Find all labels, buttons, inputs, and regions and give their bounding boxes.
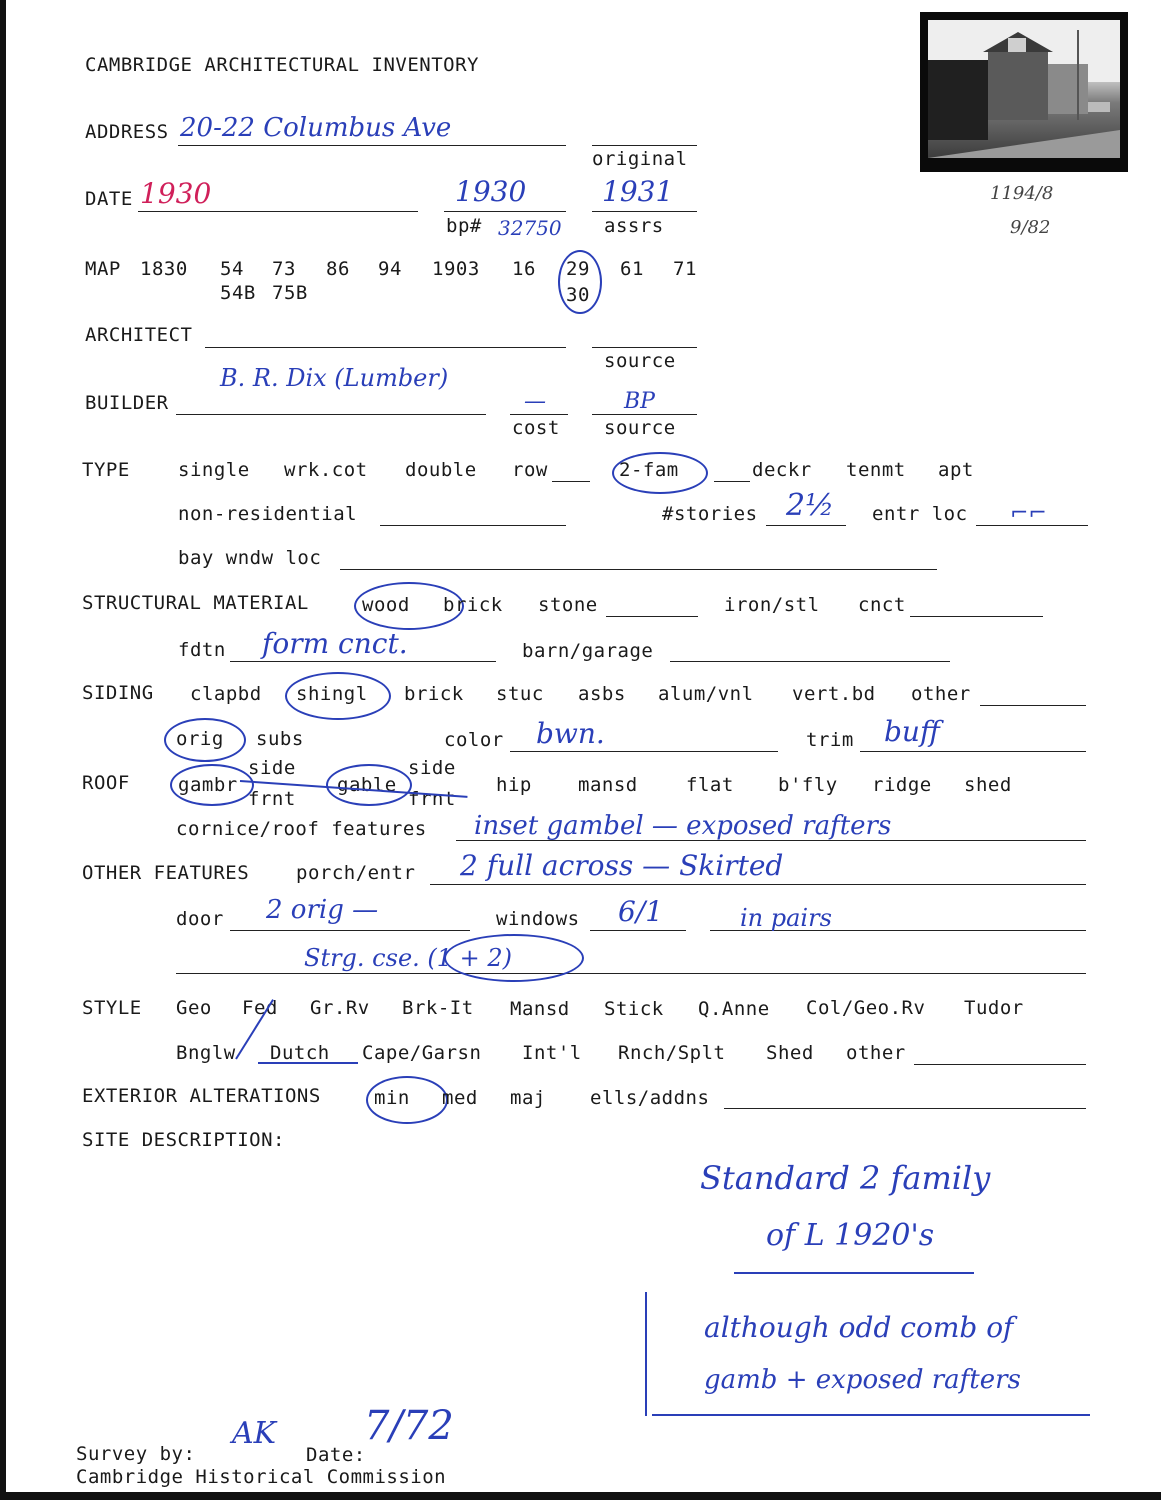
form-title: CAMBRIDGE ARCHITECTURAL INVENTORY [85, 54, 479, 76]
map-year: 1903 [432, 258, 480, 280]
builder-value: B. R. Dix (Lumber) [220, 364, 449, 392]
bay-label: bay wndw loc [178, 547, 322, 569]
porch-value: 2 full across — Skirted [460, 849, 784, 882]
cornice-value: inset gambel — exposed rafters [474, 811, 892, 841]
footer-org: Cambridge Historical Commission [76, 1466, 447, 1488]
siding-option: asbs [578, 683, 626, 705]
type-option: double [405, 459, 477, 481]
orig-circle [164, 718, 246, 762]
color-value: bwn. [536, 717, 605, 750]
assrs-line [592, 211, 697, 212]
stair-circle [444, 934, 584, 982]
alterations-option: maj [510, 1087, 546, 1109]
architect-source-label: source [604, 350, 676, 372]
structural-option: stone [538, 594, 598, 616]
site-label: SITE DESCRIPTION: [82, 1129, 285, 1151]
roof-option: mansd [578, 774, 638, 796]
min-circle [366, 1076, 448, 1124]
style-option: Stick [604, 998, 664, 1020]
map-year: 75B [272, 282, 308, 304]
style-option: Q.Anne [698, 998, 770, 1020]
map-year: 86 [326, 258, 350, 280]
map-year: 61 [620, 258, 644, 280]
cnct-line [910, 616, 1043, 617]
entr-value: ⌐⌐ [1010, 501, 1047, 526]
builder-label: BUILDER [85, 392, 169, 414]
color-label: color [444, 729, 504, 751]
orig-option: orig [176, 728, 224, 750]
roof-label: ROOF [82, 772, 130, 794]
roof-option: ridge [872, 774, 932, 796]
windows-line [590, 930, 686, 931]
nonres-label: non-residential [178, 503, 358, 525]
survey-label: Survey by: [76, 1443, 196, 1465]
site-note-3: although odd comb of [704, 1311, 1014, 1344]
barn-label: barn/garage [522, 640, 654, 662]
builder-source-value: BP [624, 389, 655, 414]
alterations-option: min [374, 1087, 410, 1109]
architect-line [205, 347, 566, 348]
structural-option: brick [443, 594, 503, 616]
subs-option: subs [256, 728, 304, 750]
cost-label: cost [512, 417, 560, 439]
type-label: TYPE [82, 459, 130, 481]
style-option: Geo [176, 997, 212, 1019]
type-option: tenmt [846, 459, 906, 481]
fdtn-label: fdtn [178, 639, 226, 661]
site-note-2: of L 1920's [766, 1218, 935, 1253]
style-option: Shed [766, 1042, 814, 1064]
bp-year-line [444, 211, 566, 212]
map-year: 29 [566, 258, 590, 280]
house-photo [920, 12, 1128, 172]
date-value: 1930 [140, 177, 212, 210]
roof-option: flat [686, 774, 734, 796]
structural-option: iron/stl [724, 594, 820, 616]
survey-value: AK [232, 1416, 277, 1451]
builder-line [176, 414, 486, 415]
style-option: Col/Geo.Rv [806, 997, 926, 1019]
style-option: Cape/Garsn [362, 1042, 482, 1064]
alterations-option: ells/addns [590, 1087, 710, 1109]
map-year: 1830 [140, 258, 188, 280]
assrs-label: assrs [604, 215, 664, 237]
map-label: MAP [85, 258, 121, 280]
windows-value: 6/1 [618, 895, 664, 928]
style-option: Bnglw [176, 1042, 236, 1064]
trim-value: buff [884, 715, 940, 748]
porch-label: porch/entr [296, 862, 416, 884]
map-year: 54B [220, 282, 256, 304]
roof-option: b'fly [778, 774, 838, 796]
structural-option: wood [362, 594, 410, 616]
map-year: 54 [220, 258, 244, 280]
alterations-option: med [442, 1087, 478, 1109]
siding-option: other [911, 683, 971, 705]
entr-label: entr loc [872, 503, 968, 525]
porch-line [430, 884, 1086, 885]
color-line [510, 751, 778, 752]
architect-source-line [592, 347, 697, 348]
fdtn-line [230, 661, 496, 662]
roof-gable: gable [337, 774, 397, 796]
style-option: Dutch [270, 1042, 330, 1064]
deckr-line [714, 481, 750, 482]
type-option: 2-fam [619, 459, 679, 481]
type-option: row [512, 459, 548, 481]
bp-number: 32750 [498, 216, 562, 240]
site-note-1: Standard 2 family [700, 1159, 991, 1197]
type-option: wrk.cot [284, 459, 368, 481]
map-year: 16 [512, 258, 536, 280]
roof-side: side [248, 757, 296, 779]
stories-line [766, 525, 846, 526]
style-label: STYLE [82, 997, 142, 1019]
barn-line [670, 661, 950, 662]
structural-option: cnct [858, 594, 906, 616]
original-label: original [592, 148, 688, 170]
footer-date-value: 7/72 [364, 1403, 454, 1449]
date-label: DATE [85, 188, 133, 210]
windows-note: in pairs [740, 904, 832, 932]
siding-option: stuc [496, 683, 544, 705]
scan-bottom-edge [0, 1492, 1161, 1500]
stories-label: #stories [662, 503, 758, 525]
roof-frnt: frnt [248, 788, 296, 810]
map-year: 73 [272, 258, 296, 280]
map-year: 94 [378, 258, 402, 280]
style-option: Int'l [522, 1042, 582, 1064]
extra-features-line [176, 973, 1086, 974]
row-line [552, 481, 590, 482]
two-fam-circle [612, 452, 708, 494]
photo-ref-1: 1194/8 [990, 183, 1054, 204]
windows-label: windows [496, 908, 580, 930]
siding-option: vert.bd [792, 683, 876, 705]
builder-source-label: source [604, 417, 676, 439]
siding-option: clapbd [190, 683, 262, 705]
assrs-value: 1931 [602, 175, 674, 208]
style-option: Brk-It [402, 997, 474, 1019]
site-divider [734, 1272, 974, 1274]
site-bracket [645, 1292, 647, 1416]
type-option: apt [938, 459, 974, 481]
bay-line [340, 569, 937, 570]
style-option: Mansd [510, 998, 570, 1020]
roof-side: side [408, 757, 456, 779]
map-year: 71 [673, 258, 697, 280]
type-option: single [178, 459, 250, 481]
site-bottom-line [652, 1414, 1090, 1416]
roof-option: shed [964, 774, 1012, 796]
footer-date-label: Date: [306, 1444, 366, 1466]
style-option: other [846, 1042, 906, 1064]
photo-ref-2: 9/82 [1010, 217, 1051, 238]
gambr-circle [170, 764, 254, 806]
bp-year-value: 1930 [455, 175, 527, 208]
siding-other-line [980, 705, 1086, 706]
map-circle [558, 250, 602, 314]
stone-line [606, 616, 698, 617]
address-label: ADDRESS [85, 121, 169, 143]
bp-label: bp# [446, 215, 482, 237]
trim-label: trim [806, 729, 854, 751]
style-option: Rnch/Splt [618, 1042, 726, 1064]
trim-line [860, 751, 1086, 752]
date-line [138, 211, 418, 212]
style-other-line [914, 1064, 1086, 1065]
siding-option: shingl [296, 683, 368, 705]
original-line [592, 145, 697, 146]
structural-label: STRUCTURAL MATERIAL [82, 592, 309, 614]
cost-value: — [524, 389, 546, 414]
style-option: Fed [242, 997, 278, 1019]
shingl-circle [285, 672, 391, 720]
type-option: deckr [752, 459, 812, 481]
siding-option: brick [404, 683, 464, 705]
alterations-label: EXTERIOR ALTERATIONS [82, 1085, 321, 1107]
roof-gambr: gambr [178, 774, 238, 796]
siding-label: SIDING [82, 682, 154, 704]
extra-features-value: Strg. cse. (1 + 2) [304, 944, 513, 972]
ells-line [724, 1108, 1086, 1109]
door-line [230, 930, 470, 931]
address-value: 20-22 Columbus Ave [180, 113, 452, 143]
style-option: Gr.Rv [310, 997, 370, 1019]
door-label: door [176, 908, 224, 930]
architect-label: ARCHITECT [85, 324, 193, 346]
stories-value: 2½ [786, 488, 835, 523]
siding-option: alum/vnl [658, 683, 754, 705]
site-note-4: gamb + exposed rafters [704, 1365, 1021, 1395]
door-value: 2 orig — [266, 895, 379, 925]
gable-circle [326, 764, 412, 806]
cornice-label: cornice/roof features [176, 818, 427, 840]
dutch-underline [258, 1062, 358, 1064]
scan-left-edge [0, 0, 6, 1500]
style-option: Tudor [964, 997, 1024, 1019]
map-year: 30 [566, 284, 590, 306]
roof-frnt: frnt [408, 788, 456, 810]
address-line [178, 145, 566, 146]
nonres-line [380, 525, 566, 526]
other-features-label: OTHER FEATURES [82, 862, 250, 884]
roof-option: hip [496, 774, 532, 796]
fdtn-value: form cnct. [262, 627, 408, 660]
house-photo-image [928, 20, 1120, 158]
